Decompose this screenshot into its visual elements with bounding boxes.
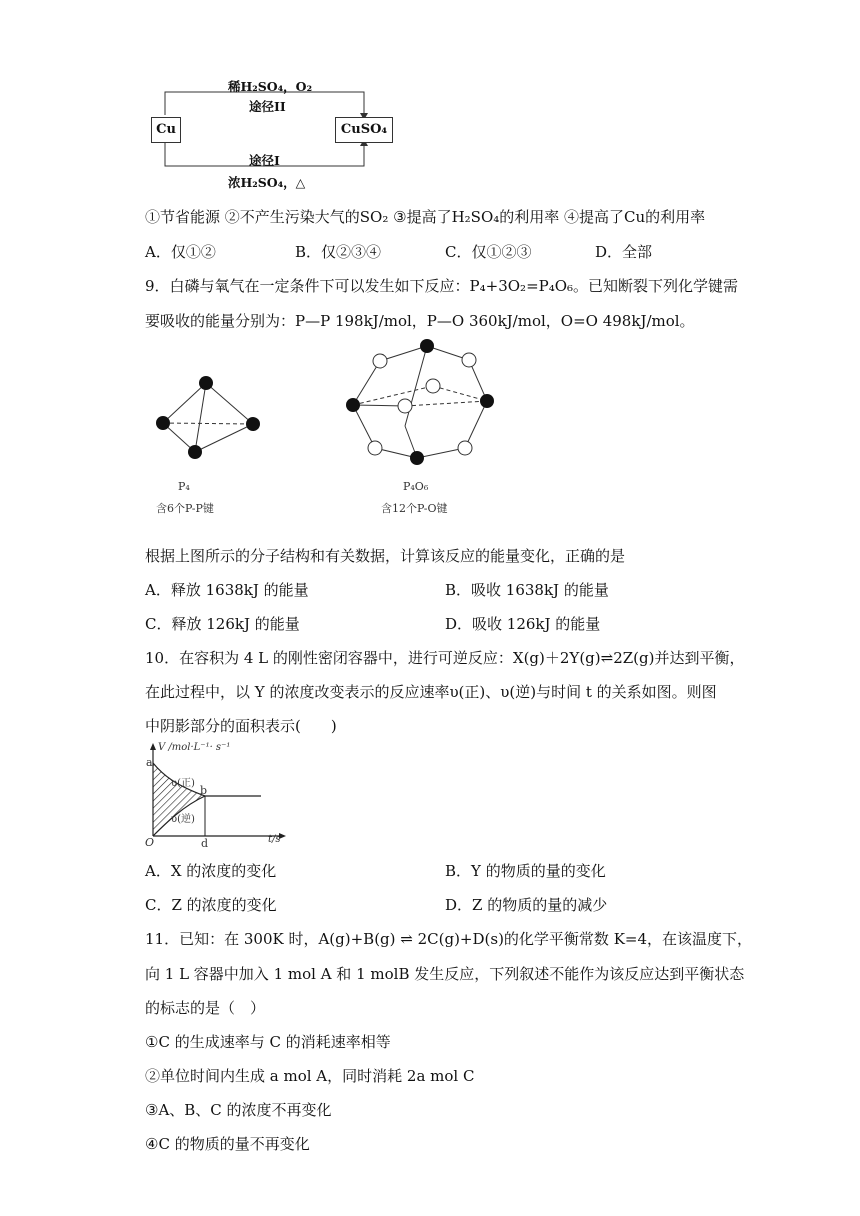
q9-question: 根据上图所示的分子结构和有关数据，计算该反应的能量变化，正确的是 (145, 547, 626, 565)
q11-stem-line3: 的标志的是（ ） (145, 999, 266, 1017)
q11-item-3: ③A、B、C 的浓度不再变化 (145, 1101, 332, 1119)
q9-stem-line2: 要吸收的能量分别为：P—P 198kJ/mol，P—O 360kJ/mol，O=O 498kJ/mol。 (145, 312, 695, 330)
q9-stem-line1: 9．白磷与氧气在一定条件下可以发生如下反应：P₄+3O₂=P₄O₆。已知断裂下列化学键需 (145, 277, 739, 295)
p4o6-caption: 含12个P-O键 (381, 502, 448, 515)
q8-option-c: C．仅①②③ (445, 243, 532, 261)
route-bottom-label: 途径I (249, 153, 280, 168)
graph-label-forward: υ(正) (171, 778, 195, 789)
q10-option-a: A．X 的浓度的变化 (145, 862, 277, 880)
cuso4-box: CuSO₄ (335, 117, 393, 143)
graph-xlabel: t/s (268, 834, 281, 845)
q9-option-d: D．吸收 126kJ 的能量 (445, 615, 601, 633)
q11-stem-line1: 11．已知：在 300K 时，A(g)+B(g) ⇌ 2C(g)+D(s)的化学平衡常数 K=4，在该温度下， (145, 930, 753, 948)
q9-option-c: C．释放 126kJ 的能量 (145, 615, 300, 633)
p4-molecule-diagram (145, 365, 275, 475)
q10-stem-line2: 在此过程中，以 Y 的浓度改变表示的反应速率υ(正)、υ(逆)与时间 t 的关系如图。则图 (145, 683, 717, 701)
q11-item-4: ④C 的物质的量不再变化 (145, 1135, 310, 1153)
p4-label: P₄ (178, 480, 190, 493)
q8-option-b: B．仅②③④ (295, 243, 382, 261)
graph-label-d: d (201, 837, 209, 850)
q10-stem-line1: 10．在容积为 4 L 的刚性密闭容器中，进行可逆反应：X(g)＋2Y(g)⇌2Z(g)并达到平衡， (145, 649, 745, 667)
rate-time-graph (143, 740, 288, 852)
graph-label-reverse: υ(逆) (171, 814, 195, 825)
route-bottom-reagents: 浓H₂SO₄，△ (228, 175, 306, 190)
q11-item-1: ①C 的生成速率与 C 的消耗速率相等 (145, 1033, 391, 1051)
graph-label-b: b (200, 784, 208, 797)
p4-caption: 含6个P-P键 (156, 502, 214, 515)
q8-statements: ①节省能源 ②不产生污染大气的SO₂ ③提高了H₂SO₄的利用率 ④提高了Cu的利用率 (145, 208, 706, 226)
cu-box: Cu (151, 117, 181, 143)
graph-origin: O (145, 836, 155, 849)
q11-item-2: ②单位时间内生成 a mol A，同时消耗 2a mol C (145, 1067, 475, 1085)
q9-option-a: A．释放 1638kJ 的能量 (145, 581, 309, 599)
graph-label-a: a (146, 756, 153, 769)
p4o6-molecule-diagram (335, 330, 505, 475)
graph-ylabel: V /mol·L⁻¹· s⁻¹ (158, 742, 231, 753)
q10-option-d: D．Z 的物质的量的减少 (445, 896, 608, 914)
q10-stem-line3: 中阴影部分的面积表示( ) (145, 717, 337, 735)
p4o6-label: P₄O₆ (403, 480, 429, 493)
q8-option-a: A．仅①② (145, 243, 216, 261)
q11-stem-line2: 向 1 L 容器中加入 1 mol A 和 1 molB 发生反应，下列叙述不能作为该反应达到平衡状态 (145, 965, 745, 983)
route-top-label: 途径II (249, 99, 286, 114)
q10-option-c: C．Z 的浓度的变化 (145, 896, 277, 914)
route-top-reagents: 稀H₂SO₄，O₂ (228, 79, 313, 94)
q10-option-b: B．Y 的物质的量的变化 (445, 862, 606, 880)
q8-option-d: D．全部 (595, 243, 653, 261)
q9-option-b: B．吸收 1638kJ 的能量 (445, 581, 609, 599)
